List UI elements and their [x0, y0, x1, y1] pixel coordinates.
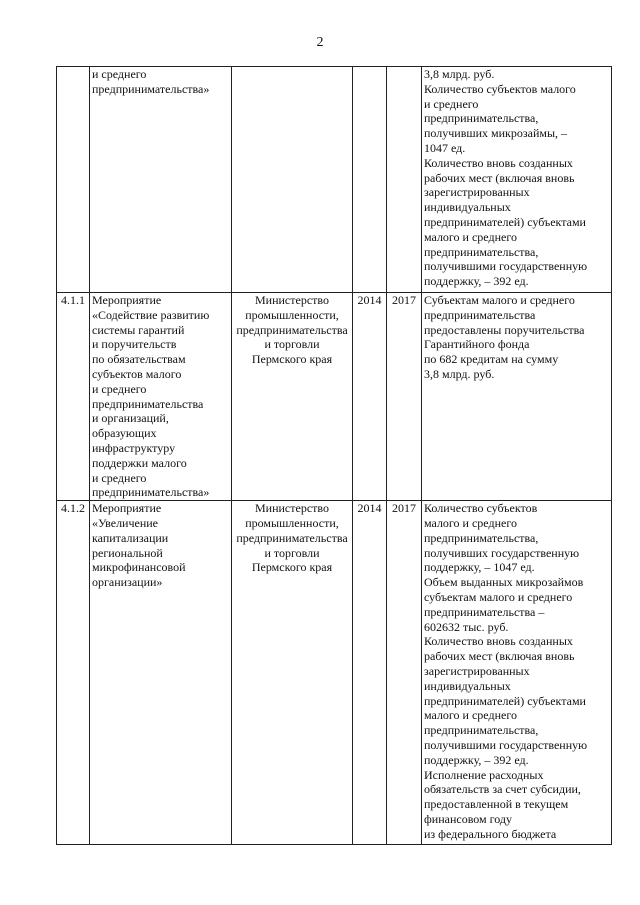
- cell-line: зарегистрированных: [424, 185, 530, 200]
- cell-line: предпринимательства,: [424, 244, 539, 259]
- cell-line: Количество вновь созданных: [424, 155, 573, 170]
- measures-table: [56, 66, 612, 845]
- cell-text: 4.1.1: [61, 293, 85, 307]
- cell-line: региональной: [92, 545, 163, 560]
- cell-line: получивших государственную: [424, 545, 580, 560]
- measure-name-cell: [90, 501, 232, 845]
- cell-line: предпринимательства: [424, 307, 536, 322]
- measure-name-cell: [90, 293, 232, 501]
- cell-line: и организаций,: [92, 411, 169, 426]
- cell-line: обязательств за счет субсидии,: [424, 782, 581, 797]
- cell-line: зарегистрированных: [424, 663, 530, 678]
- cell-line: «Содействие развитию: [92, 307, 210, 322]
- end-year-cell: [387, 67, 422, 293]
- end-year-cell: [387, 293, 422, 501]
- cell-line: и поручительств: [92, 337, 177, 352]
- start-year-cell: [353, 293, 387, 501]
- page-number: 2: [316, 35, 324, 50]
- cell-line: и среднего: [92, 67, 147, 81]
- cell-line: рабочих мест (включая вновь: [424, 170, 575, 185]
- cell-line: предпринимательства: [236, 530, 348, 545]
- cell-line: промышленности,: [245, 307, 339, 322]
- cell-line: малого и среднего: [424, 229, 517, 244]
- cell-line: поддержку, – 392 ед.: [424, 752, 529, 767]
- cell-line: Объем выданных микрозаймов: [424, 575, 584, 590]
- measure-number-cell: [57, 501, 90, 845]
- cell-line: 3,8 млрд. руб.: [424, 67, 495, 81]
- cell-line: инфраструктуру: [92, 440, 176, 455]
- executor-cell: [232, 67, 353, 293]
- cell-line: Министерство: [255, 293, 329, 307]
- end-year-cell: [387, 501, 422, 845]
- cell-line: Министерство: [255, 501, 329, 516]
- cell-line: и торговли: [264, 545, 320, 560]
- executor-cell: [232, 501, 353, 845]
- cell-line: Количество субъектов малого: [424, 81, 576, 96]
- cell-line: образующих: [92, 426, 157, 441]
- cell-line: поддержки малого: [92, 455, 187, 470]
- cell-line: предпринимательства: [92, 396, 204, 411]
- cell-line: по 682 кредитам на сумму: [424, 352, 559, 367]
- cell-text: 2017: [392, 501, 416, 516]
- table-row: [57, 501, 612, 845]
- cell-line: получивших микрозаймы, –: [424, 126, 568, 141]
- cell-line: Мероприятие: [92, 501, 162, 516]
- cell-line: получившими государственную: [424, 737, 588, 752]
- measure-name-cell: [90, 67, 232, 293]
- start-year-cell: [353, 501, 387, 845]
- measure-number-cell: [57, 67, 90, 293]
- cell-line: субъектов малого: [92, 366, 182, 381]
- cell-line: 602632 тыс. руб.: [424, 619, 509, 634]
- cell-line: 3,8 млрд. руб.: [424, 366, 495, 381]
- cell-line: и среднего: [424, 96, 479, 111]
- cell-line: предпринимательства»: [92, 81, 210, 96]
- cell-line: системы гарантий: [92, 322, 185, 337]
- cell-line: предпринимательства: [236, 322, 348, 337]
- expected-result-cell: [422, 293, 612, 501]
- cell-line: предпринимательства –: [424, 604, 545, 619]
- cell-line: Пермского края: [251, 352, 333, 367]
- cell-line: субъектам малого и среднего: [424, 589, 573, 604]
- cell-line: Пермского края: [251, 560, 333, 575]
- cell-line: поддержку, – 1047 ед.: [424, 560, 535, 575]
- cell-line: Субъектам малого и среднего: [424, 293, 575, 307]
- cell-line: финансовом году: [424, 811, 513, 826]
- cell-line: из федерального бюджета: [424, 826, 557, 841]
- cell-line: организации»: [92, 575, 163, 590]
- cell-text: 2017: [392, 293, 416, 307]
- cell-line: Гарантийного фонда: [424, 337, 530, 352]
- executor-cell: [232, 293, 353, 501]
- cell-line: и среднего: [92, 470, 147, 485]
- measure-number-cell: [57, 293, 90, 501]
- cell-line: и торговли: [264, 337, 320, 352]
- cell-line: индивидуальных: [424, 678, 511, 693]
- cell-line: рабочих мест (включая вновь: [424, 649, 575, 664]
- cell-line: индивидуальных: [424, 200, 511, 215]
- cell-line: предоставлены поручительства: [424, 322, 585, 337]
- cell-line: предоставленной в текущем: [424, 797, 569, 812]
- cell-line: предпринимательства,: [424, 530, 539, 545]
- cell-line: малого и среднего: [424, 515, 517, 530]
- cell-line: Исполнение расходных: [424, 767, 544, 782]
- cell-line: капитализации: [92, 530, 169, 545]
- table-row: [57, 293, 612, 501]
- cell-line: микрофинансовой: [92, 560, 186, 575]
- cell-line: 1047 ед.: [424, 140, 466, 155]
- table-row: [57, 67, 612, 293]
- expected-result-cell: [422, 501, 612, 845]
- cell-line: по обязательствам: [92, 352, 186, 367]
- cell-text: 2014: [357, 501, 382, 516]
- cell-line: промышленности,: [245, 515, 339, 530]
- cell-line: «Увеличение: [92, 515, 159, 530]
- cell-line: и среднего: [92, 381, 147, 396]
- cell-line: Количество субъектов: [424, 501, 538, 516]
- cell-text: 4.1.2: [61, 501, 85, 516]
- cell-line: предпринимателей) субъектами: [424, 214, 586, 229]
- cell-line: поддержку, – 392 ед.: [424, 274, 529, 289]
- expected-result-cell: [422, 67, 612, 293]
- cell-line: предпринимательства,: [424, 111, 539, 126]
- cell-line: получившими государственную: [424, 259, 588, 274]
- cell-line: малого и среднего: [424, 708, 517, 723]
- cell-line: Мероприятие: [92, 293, 162, 307]
- cell-line: Количество вновь созданных: [424, 634, 573, 649]
- cell-text: 2014: [357, 293, 382, 307]
- start-year-cell: [353, 67, 387, 293]
- cell-line: предпринимателей) субъектами: [424, 693, 586, 708]
- cell-line: предпринимательства,: [424, 723, 539, 738]
- cell-line: предпринимательства»: [92, 485, 210, 500]
